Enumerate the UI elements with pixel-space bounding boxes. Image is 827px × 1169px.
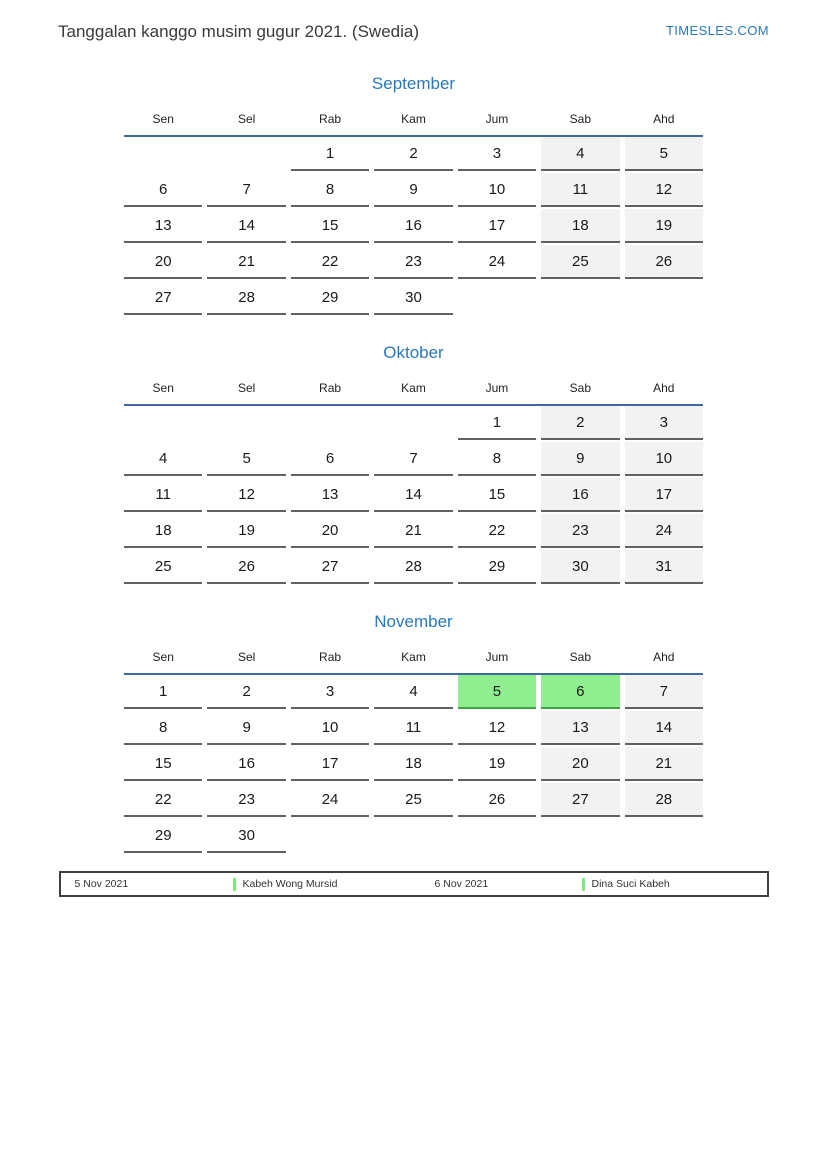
page-header (0, 0, 827, 42)
empty-cell (374, 406, 452, 440)
weekday-label-sab: Sab (569, 650, 592, 664)
weekday-header-row (124, 650, 703, 665)
legend-color-bar-icon (582, 878, 585, 891)
day-cell[interactable]: 3 (625, 406, 703, 440)
day-cell[interactable]: 4 (374, 675, 452, 709)
empty-cell (291, 406, 369, 440)
day-cell[interactable]: 11 (374, 711, 452, 745)
day-cell[interactable]: 21 (625, 747, 703, 781)
day-cell[interactable]: 18 (541, 209, 619, 243)
day-cell[interactable]: 1 (124, 675, 202, 709)
day-cell[interactable]: 28 (207, 281, 285, 315)
day-cell[interactable]: 23 (207, 783, 285, 817)
weekday-label-kam: Kam (401, 112, 426, 126)
weekday-label-rab: Rab (319, 112, 342, 126)
day-cell[interactable]: 5 (625, 137, 703, 171)
day-cell[interactable]: 17 (625, 478, 703, 512)
day-cell-highlighted[interactable]: 5 (458, 675, 536, 709)
day-cell[interactable]: 1 (291, 137, 369, 171)
month-title: Oktober (383, 343, 444, 362)
month-grid (124, 137, 703, 317)
empty-cell (374, 819, 452, 853)
day-cell[interactable]: 10 (625, 442, 703, 476)
weekday-label-jum: Jum (485, 650, 509, 664)
empty-cell (291, 819, 369, 853)
day-cell[interactable]: 20 (291, 514, 369, 548)
calendar-months (124, 72, 703, 855)
weekday-label-rab: Rab (319, 381, 342, 395)
empty-cell (124, 406, 202, 440)
day-cell[interactable]: 25 (541, 245, 619, 279)
day-cell[interactable]: 19 (625, 209, 703, 243)
weekday-label-sel: Sel (237, 381, 256, 395)
legend-box (59, 871, 769, 897)
day-cell[interactable]: 15 (458, 478, 536, 512)
day-cell[interactable]: 30 (541, 550, 619, 584)
day-cell-highlighted[interactable]: 6 (541, 675, 619, 709)
day-cell[interactable]: 25 (124, 550, 202, 584)
weekday-label-sab: Sab (569, 112, 592, 126)
day-cell[interactable]: 11 (124, 478, 202, 512)
day-cell[interactable]: 6 (124, 173, 202, 207)
day-cell[interactable]: 28 (625, 783, 703, 817)
weekday-label-kam: Kam (401, 650, 426, 664)
day-cell[interactable]: 7 (374, 442, 452, 476)
day-cell[interactable]: 5 (207, 442, 285, 476)
day-cell[interactable]: 13 (291, 478, 369, 512)
day-cell[interactable]: 7 (625, 675, 703, 709)
day-cell[interactable]: 12 (458, 711, 536, 745)
legend-item (233, 878, 435, 891)
day-cell[interactable]: 9 (541, 442, 619, 476)
day-cell[interactable]: 12 (625, 173, 703, 207)
day-cell[interactable]: 22 (458, 514, 536, 548)
day-cell[interactable]: 10 (291, 711, 369, 745)
day-cell[interactable]: 19 (458, 747, 536, 781)
day-cell[interactable]: 30 (207, 819, 285, 853)
day-cell[interactable]: 3 (291, 675, 369, 709)
page-title: Tanggalan kanggo musim gugur 2021. (Swedia) (58, 22, 420, 41)
day-cell[interactable]: 4 (124, 442, 202, 476)
day-cell[interactable]: 8 (458, 442, 536, 476)
day-cell[interactable]: 25 (374, 783, 452, 817)
weekday-label-sen: Sen (152, 112, 174, 126)
day-cell[interactable]: 9 (374, 173, 452, 207)
day-cell[interactable]: 18 (374, 747, 452, 781)
day-cell[interactable]: 14 (374, 478, 452, 512)
day-cell[interactable]: 11 (541, 173, 619, 207)
empty-cell (625, 819, 703, 853)
day-cell[interactable]: 2 (374, 137, 452, 171)
empty-cell (207, 137, 285, 171)
site-link[interactable]: TIMESLES.COM (665, 23, 769, 38)
day-cell[interactable]: 27 (541, 783, 619, 817)
day-cell[interactable]: 3 (458, 137, 536, 171)
empty-cell (458, 281, 536, 315)
empty-cell (124, 137, 202, 171)
day-cell[interactable]: 21 (207, 245, 285, 279)
empty-cell (207, 406, 285, 440)
day-cell[interactable]: 8 (124, 711, 202, 745)
day-cell[interactable]: 15 (291, 209, 369, 243)
month-grid (124, 675, 703, 855)
month-november (124, 610, 703, 855)
day-cell[interactable]: 14 (625, 711, 703, 745)
empty-cell (458, 819, 536, 853)
weekday-label-ahd: Ahd (653, 650, 675, 664)
day-cell[interactable]: 29 (124, 819, 202, 853)
day-cell[interactable]: 16 (541, 478, 619, 512)
weekday-header-row (124, 112, 703, 127)
legend-item (582, 878, 767, 891)
weekday-label-ahd: Ahd (653, 381, 675, 395)
weekday-label-jum: Jum (485, 112, 509, 126)
weekday-label-rab: Rab (319, 650, 342, 664)
day-cell[interactable]: 22 (291, 245, 369, 279)
day-cell[interactable]: 20 (541, 747, 619, 781)
day-cell[interactable]: 23 (541, 514, 619, 548)
legend-label: Kabeh Wong Mursid (242, 878, 338, 890)
day-cell[interactable]: 27 (291, 550, 369, 584)
day-cell[interactable]: 30 (374, 281, 452, 315)
day-cell[interactable]: 31 (625, 550, 703, 584)
day-cell[interactable]: 17 (291, 747, 369, 781)
empty-cell (541, 281, 619, 315)
day-cell[interactable]: 15 (124, 747, 202, 781)
month-title: September (371, 74, 456, 93)
day-cell[interactable]: 19 (207, 514, 285, 548)
day-cell[interactable]: 27 (124, 281, 202, 315)
day-cell[interactable]: 13 (124, 209, 202, 243)
weekday-label-sen: Sen (152, 381, 174, 395)
weekday-label-sen: Sen (152, 650, 174, 664)
day-cell[interactable]: 9 (207, 711, 285, 745)
weekday-label-sel: Sel (237, 650, 256, 664)
weekday-label-sel: Sel (237, 112, 256, 126)
day-cell[interactable]: 20 (124, 245, 202, 279)
day-cell[interactable]: 2 (207, 675, 285, 709)
day-cell[interactable]: 14 (207, 209, 285, 243)
day-cell[interactable]: 28 (374, 550, 452, 584)
day-cell[interactable]: 6 (291, 442, 369, 476)
day-cell[interactable]: 26 (207, 550, 285, 584)
day-cell[interactable]: 18 (124, 514, 202, 548)
day-cell[interactable]: 29 (458, 550, 536, 584)
day-cell[interactable]: 1 (458, 406, 536, 440)
day-cell[interactable]: 24 (625, 514, 703, 548)
legend-date: 6 Nov 2021 (434, 878, 489, 890)
day-cell[interactable]: 22 (124, 783, 202, 817)
month-title: November (374, 612, 453, 631)
legend-color-bar-icon (233, 878, 236, 891)
day-cell[interactable]: 8 (291, 173, 369, 207)
empty-cell (625, 281, 703, 315)
day-cell[interactable]: 24 (458, 245, 536, 279)
day-cell[interactable]: 29 (291, 281, 369, 315)
weekday-label-jum: Jum (485, 381, 509, 395)
day-cell[interactable]: 26 (458, 783, 536, 817)
day-cell[interactable]: 10 (458, 173, 536, 207)
day-cell[interactable]: 26 (625, 245, 703, 279)
legend-date: 5 Nov 2021 (74, 878, 129, 890)
day-cell[interactable]: 23 (374, 245, 452, 279)
day-cell[interactable]: 16 (374, 209, 452, 243)
empty-cell (541, 819, 619, 853)
legend-label: Dina Suci Kabeh (591, 878, 670, 890)
day-cell[interactable]: 4 (541, 137, 619, 171)
day-cell[interactable]: 13 (541, 711, 619, 745)
day-cell[interactable]: 17 (458, 209, 536, 243)
day-cell[interactable]: 12 (207, 478, 285, 512)
weekday-label-ahd: Ahd (653, 112, 675, 126)
day-cell[interactable]: 16 (207, 747, 285, 781)
day-cell[interactable]: 24 (291, 783, 369, 817)
weekday-header-row (124, 381, 703, 396)
month-september (124, 72, 703, 317)
weekday-label-sab: Sab (569, 381, 592, 395)
month-oktober (124, 341, 703, 586)
month-grid (124, 406, 703, 586)
weekday-label-kam: Kam (401, 381, 426, 395)
day-cell[interactable]: 2 (541, 406, 619, 440)
day-cell[interactable]: 7 (207, 173, 285, 207)
day-cell[interactable]: 21 (374, 514, 452, 548)
